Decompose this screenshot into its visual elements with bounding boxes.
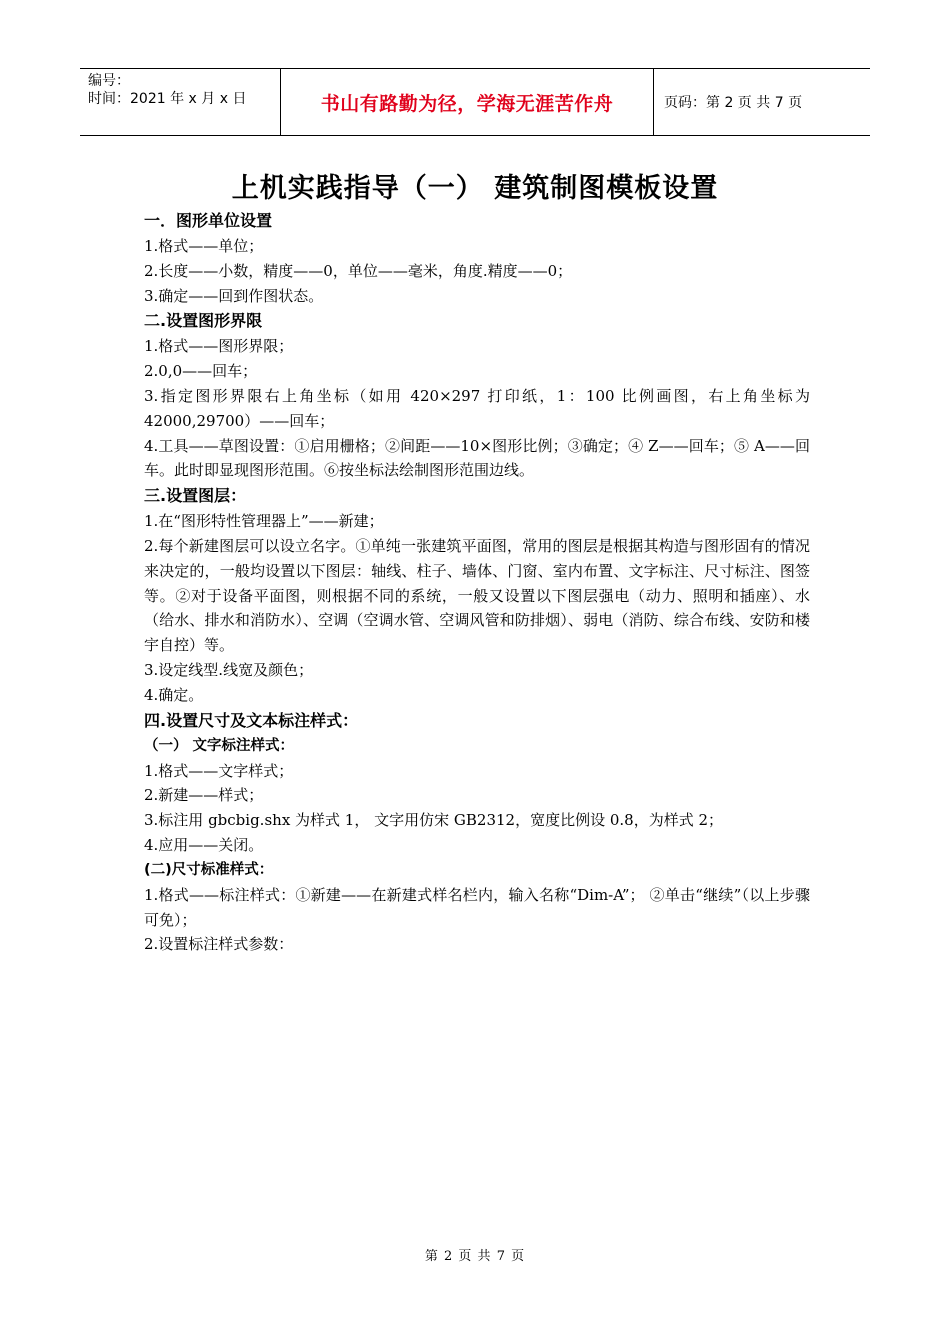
paragraph: 3.确定——回到作图状态。 <box>144 286 324 305</box>
paragraph: 2.设置标注样式参数： <box>144 935 294 954</box>
paragraph: 3.设定线型.线宽及颜色； <box>144 660 314 679</box>
motto: 书山有路勤为径，学海无涯苦作舟 <box>281 69 654 135</box>
subsection-heading: （一） 文字标注样式： <box>144 737 295 754</box>
section-heading: 三.设置图层： <box>144 486 247 506</box>
paragraph: 4.应用——关闭。 <box>144 835 264 854</box>
paragraph: 4.工具——草图设置：①启用栅格；②间距——10×图形比例；③确定；④ Z——回车；⑤ A——回车。此时即显现图形范围。⑥按坐标法绘制图形范围边线。 <box>144 436 810 480</box>
section-heading: 一．图形单位设置 <box>144 211 273 230</box>
paragraph: 2.0,0——回车； <box>144 362 258 381</box>
page-title: 上机实践指导（一） 建筑制图模板设置 <box>231 173 719 204</box>
paragraph: 2.新建——样式； <box>144 786 264 805</box>
paragraph: 1.格式——文字样式； <box>144 761 294 780</box>
paragraph: 1.格式——图形界限； <box>144 337 294 356</box>
number-label: 编号： <box>88 73 130 89</box>
page-info: 页码：第 2 页 共 7 页 <box>664 95 803 111</box>
paragraph: 3.标注用 gbcbig.shx 为样式 1， 文字用仿宋 GB2312，宽度比例设 0.8，为样式 2； <box>144 811 724 830</box>
paragraph: 2.长度——小数，精度——0，单位——毫米，角度.精度——0； <box>144 261 573 280</box>
paragraph: 3.指定图形界限右上角坐标（如用 420×297 打印纸，1：100 比例画图，右上角坐标为 42000,29700）——回车； <box>144 386 810 430</box>
paragraph: 4.确定。 <box>144 685 204 704</box>
subsection-heading: (二)尺寸标准样式： <box>144 861 274 878</box>
page-footer: 第 2 页 共 7 页 <box>424 1249 526 1264</box>
header-left-cell <box>80 69 281 135</box>
time-label: 时间：2021 年 x 月 x 日 <box>88 91 247 107</box>
paragraph: 2.每个新建图层可以设立名字。①单纯一张建筑平面图，常用的图层是根据其构造与图形固有的情况来决定的，一般均设置以下图层：轴线、柱子、墙体、门窗、室内布置、文字标注、尺寸标注、图签等。②对于设备平面图，则根据不同的系统，一般又设置以下图层强电（动力、照明和插座）、水（给水、排水和消防水）、空调（空调水管、空调风管和防排烟）、弱电（消防、综合布线、安防和楼宇自控）等。 <box>144 536 810 655</box>
header-table <box>80 68 870 136</box>
document-body <box>144 208 810 957</box>
section-heading: 二.设置图形界限 <box>144 311 263 331</box>
paragraph: 1.格式——标注样式：①新建——在新建式样名栏内，输入名称“Dim-A”； ②单击“继续”（以上步骤可免）； <box>144 885 810 929</box>
section-heading: 四.设置尺寸及文本标注样式： <box>144 710 359 730</box>
paragraph: 1.在“图形特性管理器上”——新建； <box>144 512 384 531</box>
paragraph: 1.格式——单位； <box>144 237 264 255</box>
